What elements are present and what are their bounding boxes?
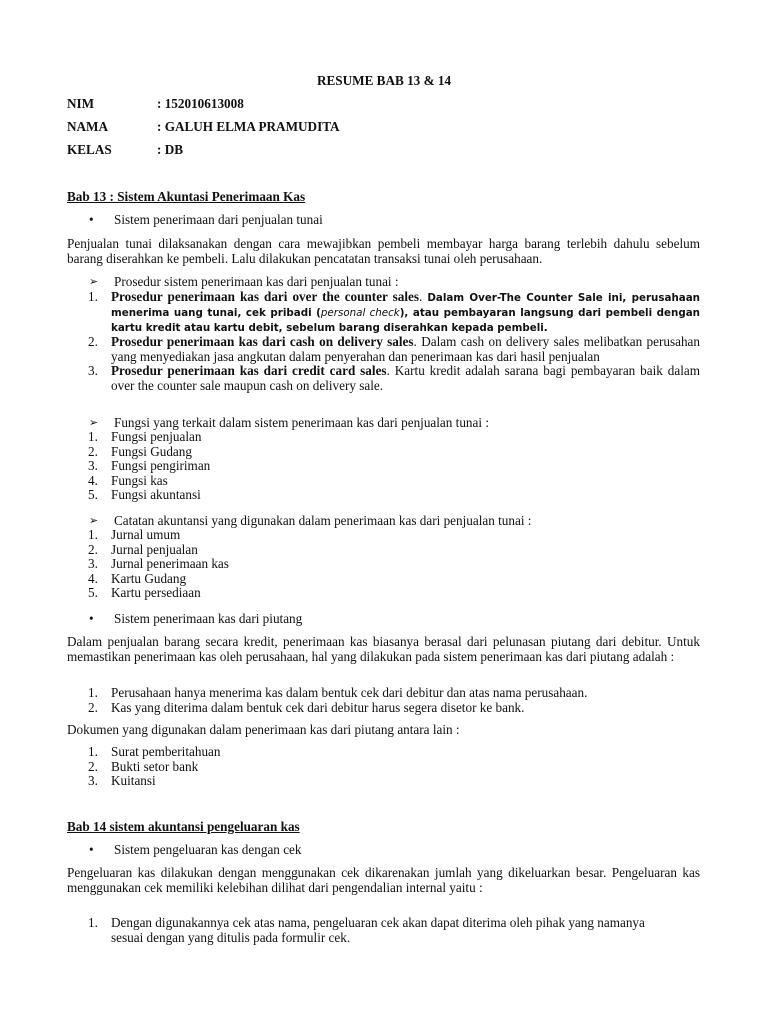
list-text: Kas yang diterima dalam bentuk cek dari debitur harus segera disetor ke bank. xyxy=(111,699,525,715)
list-number: 2. xyxy=(88,758,98,774)
list-item xyxy=(67,686,700,701)
list-item xyxy=(67,528,700,543)
list-item xyxy=(67,572,700,587)
prosedur-title: Prosedur penerimaan kas dari credit card sales xyxy=(111,363,387,379)
kelebihan-list xyxy=(67,916,677,945)
catatan-list xyxy=(67,528,700,601)
list-text: Kartu Gudang xyxy=(111,570,187,586)
prosedur-title: Prosedur penerimaan kas dari cash on delivery sales xyxy=(111,334,414,349)
fungsi-list xyxy=(67,430,700,503)
bab14-paragraph-cek: Pengeluaran kas dilakukan dengan menggunakan cek dikarenakan jumlah yang dikeluarkan besar. Pengeluaran kas menggunakan cek memiliki kelebihan dilihat dari pengendalian internal yaitu : xyxy=(67,865,700,895)
list-item xyxy=(67,364,700,393)
prosedur-list xyxy=(67,290,700,393)
list-number: 2. xyxy=(88,334,98,349)
arrow-bullet-icon: ➢ xyxy=(89,276,99,288)
piutang-list xyxy=(67,686,700,715)
list-text: Fungsi akuntansi xyxy=(111,487,201,503)
list-number: 3. xyxy=(88,363,98,379)
arrow-bullet-icon: ➢ xyxy=(89,417,99,429)
list-text: Dengan digunakannya cek atas nama, pengeluaran cek akan dapat diterima oleh pihak yang namanya sesuai dengan yang ditulis pada formulir cek. xyxy=(111,915,645,945)
list-text: Jurnal penerimaan kas xyxy=(111,556,229,572)
arrow-text: Catatan akuntansi yang digunakan dalam penerimaan kas dari penjualan tunai : xyxy=(114,513,532,528)
list-item xyxy=(67,916,677,945)
header-key: NAMA xyxy=(67,119,109,134)
list-text: Bukti setor bank xyxy=(111,758,199,774)
arrow-text: Prosedur sistem penerimaan kas dari penjualan tunai : xyxy=(114,274,399,289)
bab13-paragraph-dokumen: Dokumen yang digunakan dalam penerimaan kas dari piutang antara lain : xyxy=(67,722,460,737)
bab13-paragraph-tunai: Penjualan tunai dilaksanakan dengan cara mewajibkan pembeli membayar harga barang terlebih dahulu sebelum barang diserahkan ke pembeli. Lalu dilakukan pencatatan transaksi tunai oleh perusahaan. xyxy=(67,236,700,266)
list-number: 1. xyxy=(88,527,98,542)
list-text: Surat pemberitahuan xyxy=(111,744,221,759)
list-number: 1. xyxy=(88,429,98,444)
bullet-text: Sistem penerimaan dari penjualan tunai xyxy=(114,212,323,227)
list-item xyxy=(67,290,700,335)
list-item xyxy=(67,586,700,601)
list-text: Fungsi penjualan xyxy=(111,429,202,444)
header-key: KELAS xyxy=(67,142,112,157)
list-text: Fungsi Gudang xyxy=(111,443,192,459)
header-key: NIM xyxy=(67,96,95,111)
list-text: Jurnal penjualan xyxy=(111,541,198,557)
list-item xyxy=(67,459,700,474)
list-number: 1. xyxy=(88,915,98,930)
header-value: : GALUH ELMA PRAMUDITA xyxy=(157,119,340,134)
bullet-text: Sistem penerimaan kas dari piutang xyxy=(114,611,303,626)
list-item xyxy=(67,474,700,489)
list-number: 1. xyxy=(88,744,98,759)
list-number: 5. xyxy=(88,585,98,601)
list-number: 2. xyxy=(88,443,98,459)
list-number: 2. xyxy=(88,541,98,557)
arrow-text: Fungsi yang terkait dalam sistem penerimaan kas dari penjualan tunai : xyxy=(114,415,490,430)
list-item xyxy=(67,445,700,460)
list-item xyxy=(67,760,700,775)
list-text: Fungsi kas xyxy=(111,472,168,488)
prosedur-description: . Dalam cash on delivery sales melibatkan perusahan yang menyediakan jasa angkutan dalam penyerahan dan penerimaan kas dari hasil penjualan xyxy=(111,334,700,364)
list-item xyxy=(67,557,700,572)
bab13-heading: Bab 13 : Sistem Akuntasi Penerimaan Kas xyxy=(67,189,306,204)
prosedur-title: Prosedur penerimaan kas dari over the counter sales xyxy=(111,289,420,304)
bullet-text: Sistem pengeluaran kas dengan cek xyxy=(114,842,302,857)
header-value: : 152010613008 xyxy=(157,96,244,111)
list-number: 2. xyxy=(88,699,98,715)
list-item xyxy=(67,488,700,503)
list-text: Kartu persediaan xyxy=(111,585,201,601)
prosedur-desc-part: ), atau pembayaran langsung dari pembeli dengan kartu kredit atau kartu debit, sebelum barang diserahkan kepada pembeli. xyxy=(111,307,700,334)
list-number: 1. xyxy=(88,685,98,700)
document-title: RESUME BAB 13 & 14 xyxy=(316,73,452,88)
dokumen-list xyxy=(67,745,700,789)
list-item xyxy=(67,745,700,760)
prosedur-separator: . xyxy=(419,289,428,304)
list-item xyxy=(67,335,700,364)
list-text: Perusahaan hanya menerima kas dalam bentuk cek dari debitur dan atas nama perusahaan. xyxy=(111,685,588,700)
prosedur-desc-italic: personal check xyxy=(320,307,400,319)
bab13-paragraph-piutang: Dalam penjualan barang secara kredit, penerimaan kas biasanya berasal dari pelunasan piutang dari debitur. Untuk memastikan penerimaan kas oleh perusahaan, hal yang dilakukan pada sistem penerimaan kas dari piutang adalah : xyxy=(67,634,700,664)
prosedur-description: . Kartu kredit adalah sarana bagi pembayaran baik dalam over the counter sale maupun cash on delivery sale. xyxy=(111,363,700,393)
list-item xyxy=(67,774,700,789)
list-number: 3. xyxy=(88,458,98,474)
prosedur-desc-part: Dalam Over-The Counter Sale ini, perusahaan menerima uang tunai, cek pribadi ( xyxy=(111,292,700,319)
list-text: Kuitansi xyxy=(111,773,156,789)
list-number: 3. xyxy=(88,556,98,572)
list-text: Jurnal umum xyxy=(111,527,181,542)
list-item xyxy=(67,701,700,716)
list-number: 1. xyxy=(88,289,98,304)
list-number: 5. xyxy=(88,487,98,503)
header-value: : DB xyxy=(157,142,184,157)
list-number: 4. xyxy=(88,570,98,586)
list-number: 3. xyxy=(88,773,98,789)
list-number: 4. xyxy=(88,472,98,488)
list-item xyxy=(67,430,700,445)
list-item xyxy=(67,543,700,558)
bab14-heading: Bab 14 sistem akuntansi pengeluaran kas xyxy=(67,819,300,834)
arrow-bullet-icon: ➢ xyxy=(89,515,99,527)
list-text: Fungsi pengiriman xyxy=(111,458,211,474)
